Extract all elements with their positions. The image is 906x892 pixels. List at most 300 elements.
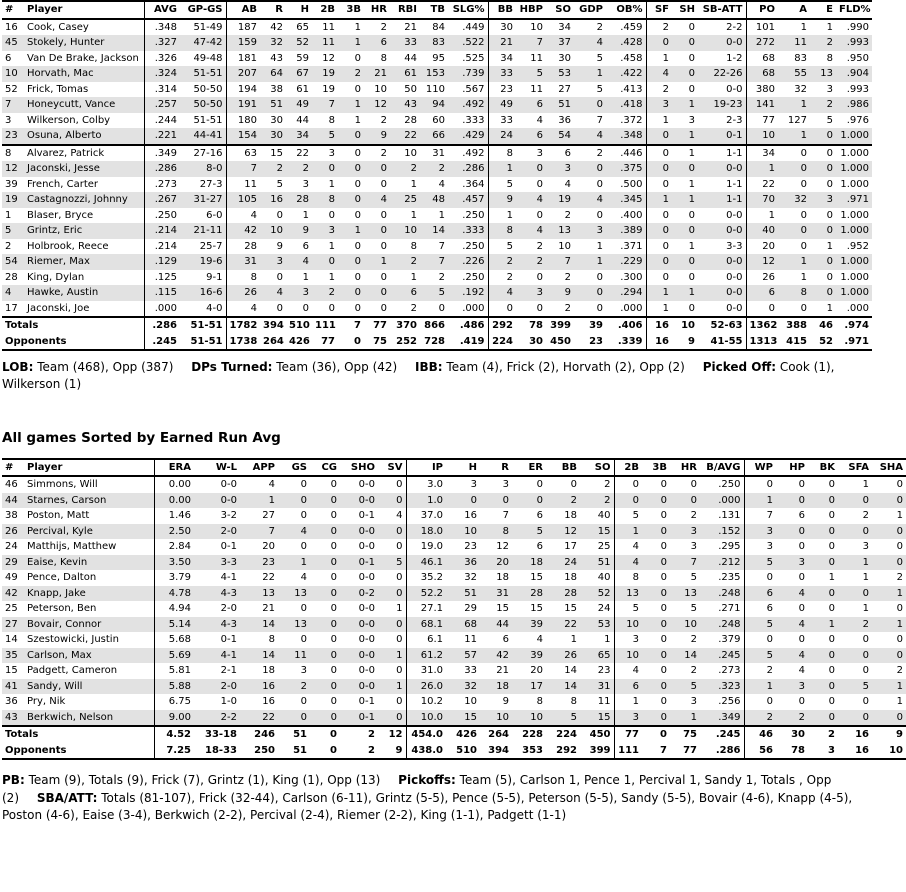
column-header: R <box>480 459 512 477</box>
stat-cell: .314 <box>144 82 180 98</box>
stat-cell: 32 <box>464 572 477 584</box>
stat-cell: 250 <box>254 744 275 756</box>
stat-cell: 0 <box>826 225 833 236</box>
stat-cell: 0 <box>862 696 869 708</box>
column-header: SB-ATT <box>698 1 746 19</box>
stat-cell: 22 <box>262 572 275 584</box>
stat-cell: .250 <box>462 209 485 221</box>
stat-cell: 1.000 <box>836 128 872 145</box>
stat-cell: 2-2 <box>220 711 237 723</box>
table-row <box>2 97 872 113</box>
stat-cell: 0 <box>800 240 807 252</box>
stat-cell: .389 <box>620 225 643 236</box>
stat-cell: 3 <box>744 539 776 555</box>
stat-cell: 9 <box>872 726 906 743</box>
table-row <box>2 254 872 270</box>
stat-cell: 68.1 <box>406 617 446 633</box>
stat-cell: 0-1 <box>358 711 375 723</box>
stat-cell: 10 <box>530 21 543 33</box>
stat-cell: 26 <box>564 649 577 661</box>
stat-cell: .125 <box>144 270 180 286</box>
stat-cell: 31.0 <box>406 663 446 679</box>
player-name-cell: Poston, Matt <box>27 510 90 522</box>
summary-row <box>2 726 906 743</box>
stat-cell: 3 <box>826 194 833 205</box>
stat-cell: 16-6 <box>199 287 223 298</box>
stat-cell: 48 <box>432 194 445 205</box>
stat-cell: 0 <box>330 696 337 708</box>
stat-cell: 0-2 <box>358 587 375 599</box>
stat-cell: .250 <box>462 240 485 252</box>
stat-cell: 2 <box>896 572 903 584</box>
stat-cell: 27-3 <box>199 178 223 190</box>
stat-cell: 2 <box>328 287 335 298</box>
stat-cell: 5 <box>614 601 642 617</box>
stat-cell: 1 <box>570 634 577 646</box>
stat-cell: 7.25 <box>154 743 194 760</box>
stat-cell: 68 <box>746 66 778 82</box>
stat-cell: 0 <box>800 225 807 236</box>
stat-cell: .294 <box>620 287 643 298</box>
stat-cell: 438.0 <box>406 743 446 760</box>
stat-cell: 17 <box>564 541 577 553</box>
stat-cell: .986 <box>846 99 869 110</box>
stat-cell: 1 <box>744 679 776 695</box>
stat-cell: 0 <box>396 665 403 677</box>
stat-cell: .327 <box>144 35 180 51</box>
stat-cell: 1 <box>688 147 695 159</box>
stat-cell: .115 <box>144 285 180 301</box>
stat-cell: .486 <box>448 317 488 334</box>
stat-cell: 8-0 <box>206 163 223 174</box>
stat-cell: 4 <box>226 208 260 224</box>
stat-cell: 1 <box>396 680 403 692</box>
column-header: E <box>810 1 836 19</box>
stat-cell: 0.00 <box>154 476 194 493</box>
stat-cell: 2 <box>536 256 543 267</box>
stat-cell: 61 <box>404 68 417 79</box>
stat-cell: 7 <box>744 508 776 524</box>
table-row <box>2 476 906 493</box>
stat-cell: 1 <box>488 208 516 224</box>
stat-cell: 4 <box>396 510 403 522</box>
stat-cell: 2 <box>536 240 543 252</box>
stat-cell: 105 <box>226 192 260 208</box>
stat-cell: 16 <box>5 21 18 33</box>
stat-cell: 21 <box>488 35 516 51</box>
stat-cell: 3.50 <box>154 555 194 571</box>
stat-cell: 30 <box>558 52 571 64</box>
stat-cell: 1 <box>744 493 776 509</box>
stat-cell: 7 <box>5 99 12 110</box>
stat-cell: 0-0 <box>358 541 375 553</box>
stat-cell: 252 <box>396 335 417 347</box>
stat-cell: 9 <box>276 240 283 252</box>
stat-cell: 2 <box>380 147 387 159</box>
stat-cell: .413 <box>620 83 643 95</box>
stat-cell: 3-2 <box>220 510 237 522</box>
stat-cell: 7 <box>268 525 275 537</box>
stat-cell: 0 <box>828 711 835 723</box>
stat-cell: 8 <box>826 52 833 64</box>
column-header: SLG% <box>448 1 488 19</box>
stat-cell: 1 <box>328 240 335 252</box>
stat-cell: 0 <box>646 239 672 255</box>
column-header: 2B <box>614 459 642 477</box>
stat-cell: 0 <box>328 209 335 221</box>
stat-cell: 11 <box>322 37 335 48</box>
stat-cell: 2 <box>744 710 776 727</box>
stat-cell: 2 <box>826 37 833 48</box>
stat-cell: 30 <box>270 114 283 126</box>
stat-cell: 4 <box>536 194 543 205</box>
stat-cell: 6 <box>798 510 805 522</box>
stat-cell: 25 <box>404 194 417 205</box>
stat-cell: 22 <box>296 147 309 159</box>
stat-cell: 0 <box>354 240 361 252</box>
stat-cell: 0 <box>660 711 667 723</box>
stat-cell: 1 <box>828 618 835 630</box>
stat-cell: 0 <box>396 479 403 491</box>
stat-cell: 17 <box>5 302 18 314</box>
stat-cell: 5 <box>536 68 543 79</box>
stat-cell: 3 <box>862 541 869 553</box>
stat-cell: 42 <box>496 649 509 661</box>
stat-cell: 1 <box>826 240 833 252</box>
stat-cell: 4-1 <box>220 572 237 584</box>
stat-cell: 426 <box>446 726 480 743</box>
stat-cell: 3 <box>328 147 335 159</box>
stat-cell: 9 <box>688 335 695 347</box>
stat-cell: 13 <box>684 587 697 599</box>
stat-cell: 67 <box>296 68 309 79</box>
stat-cell: 46 <box>810 317 836 334</box>
player-name-cell: Percival, Kyle <box>27 525 93 537</box>
stat-cell: 0 <box>828 541 835 553</box>
stat-cell: 41-55 <box>710 335 743 347</box>
stat-cell: 2-0 <box>220 680 237 692</box>
stat-cell: 292 <box>488 317 516 334</box>
stat-cell: 10 <box>464 525 477 537</box>
stat-cell: 66 <box>420 128 448 145</box>
stat-cell: .221 <box>144 128 180 145</box>
stat-cell: 0 <box>744 476 776 493</box>
stat-cell: 1 <box>778 128 810 145</box>
stat-cell: 3 <box>328 225 335 236</box>
stat-cell: 6 <box>380 37 387 48</box>
stat-cell: 191 <box>226 97 260 113</box>
stat-cell: 22 <box>262 711 275 723</box>
stat-cell: 0 <box>642 726 670 743</box>
stat-cell: 224 <box>546 726 580 743</box>
stat-cell: 49 <box>488 97 516 113</box>
stat-cell: 52.2 <box>406 586 446 602</box>
stat-cell: 10 <box>464 696 477 708</box>
stat-cell: 2 <box>826 99 833 110</box>
stat-cell: 0 <box>660 525 667 537</box>
stat-cell: 51-51 <box>193 114 223 126</box>
stat-cell: 1.000 <box>840 225 869 236</box>
stat-cell: 51-51 <box>193 68 223 79</box>
stat-cell: 2 <box>862 510 869 522</box>
stat-cell: 68 <box>464 618 477 630</box>
pitching-notes <box>2 772 864 824</box>
stat-cell: 25 <box>597 541 611 553</box>
stat-cell: 15 <box>5 665 18 677</box>
stat-cell: 22 <box>746 177 778 193</box>
stat-cell: 1 <box>646 113 672 129</box>
stat-cell: 53 <box>558 68 571 79</box>
stat-cell: 13 <box>294 587 307 599</box>
note-label: DPs Turned: <box>191 360 273 374</box>
stat-cell: .419 <box>459 335 485 347</box>
note-segment: Picked Off: Cook (1), Wilkerson (1) <box>2 360 835 392</box>
player-name-cell: Wilkerson, Colby <box>27 114 111 126</box>
stat-cell: 12 <box>564 525 577 537</box>
stat-cell: .993 <box>846 83 869 95</box>
stat-cell: 1 <box>746 208 778 224</box>
stat-cell: 4 <box>596 37 603 48</box>
stat-cell: 6.1 <box>406 632 446 648</box>
summary-label: Opponents <box>5 744 67 756</box>
stat-cell: 3 <box>596 225 603 236</box>
stat-cell: 10 <box>530 711 543 723</box>
stat-cell: 2 <box>604 479 611 491</box>
stat-cell: 272 <box>746 35 778 51</box>
stat-cell: 1 <box>828 572 835 584</box>
stat-cell: .333 <box>462 114 485 126</box>
stat-cell: 5 <box>276 178 283 190</box>
stat-cell: .245 <box>700 726 744 743</box>
stat-cell: .375 <box>620 163 643 174</box>
stat-cell: 26 <box>5 525 18 537</box>
stat-cell: 0 <box>828 634 835 646</box>
stat-cell: 30 <box>776 726 808 743</box>
table-row <box>2 177 872 193</box>
player-name-cell: Castagnozzi, Johnny <box>27 194 128 205</box>
column-header: WP <box>744 459 776 477</box>
stat-cell: 1 <box>896 680 903 692</box>
column-header: GDP <box>574 1 606 19</box>
stat-cell: 5 <box>596 83 603 95</box>
stat-cell: 1 <box>688 287 695 298</box>
stat-cell: .257 <box>144 97 180 113</box>
stat-cell: 6 <box>746 285 778 301</box>
stat-cell: 8 <box>800 287 807 298</box>
stat-cell: 2 <box>410 163 417 174</box>
stat-cell: 19-23 <box>713 99 743 110</box>
stat-cell: 39 <box>530 649 543 661</box>
stat-cell: 415 <box>786 335 807 347</box>
stat-cell: 0 <box>380 209 387 221</box>
batting-table <box>2 0 872 351</box>
stat-cell: 30 <box>529 335 543 347</box>
stat-cell: 4 <box>614 555 642 571</box>
stat-cell: 3 <box>646 97 672 113</box>
stat-cell: 0 <box>646 145 672 162</box>
stat-cell: 13 <box>820 68 833 79</box>
player-name-cell: Holbrook, Reece <box>27 240 109 252</box>
stat-cell: 1 <box>328 178 335 190</box>
stat-cell: 5 <box>744 555 776 571</box>
column-header: ER <box>512 459 546 477</box>
stat-cell: 63 <box>226 145 260 162</box>
stat-cell: .406 <box>606 317 646 334</box>
stat-cell: .300 <box>620 271 643 283</box>
stat-cell: 7 <box>502 510 509 522</box>
stat-cell: 0 <box>596 163 603 174</box>
stat-cell: 1 <box>5 209 12 221</box>
stat-cell: 0 <box>800 178 807 190</box>
stat-cell: 61 <box>296 83 309 95</box>
stat-cell: .000 <box>462 302 485 314</box>
table-row <box>2 223 872 239</box>
stat-cell: .286 <box>462 163 485 174</box>
stat-cell: 1 <box>354 114 361 126</box>
stat-cell: 0-0 <box>220 479 237 491</box>
stat-cell: .400 <box>620 209 643 221</box>
stat-cell: 1.000 <box>840 271 869 283</box>
stat-cell: 6 <box>302 240 309 252</box>
stat-cell: 13 <box>614 586 642 602</box>
table-row <box>2 524 906 540</box>
pitching-table <box>2 458 906 761</box>
stat-cell: 0 <box>828 649 835 661</box>
player-name-cell: Berkwich, Nelson <box>27 711 114 723</box>
stat-cell: 0-0 <box>358 634 375 646</box>
stat-cell: 1 <box>896 510 903 522</box>
column-header: PO <box>746 1 778 19</box>
stat-cell: 0 <box>646 270 672 286</box>
stat-cell: 0 <box>828 510 835 522</box>
stat-cell: 0-0 <box>358 525 375 537</box>
stat-cell: 52 <box>597 587 611 599</box>
player-name-cell: Honeycutt, Vance <box>27 99 116 110</box>
stat-cell: 0-0 <box>358 479 375 491</box>
stat-cell: 0-1 <box>220 541 237 553</box>
stat-cell: 0 <box>300 696 307 708</box>
stat-cell: .267 <box>144 192 180 208</box>
player-name-cell: Padgett, Cameron <box>27 665 118 677</box>
stat-cell: 0-0 <box>726 163 743 174</box>
stat-cell: 35 <box>5 649 18 661</box>
stat-cell: 111 <box>312 317 338 334</box>
stat-cell: 0 <box>470 494 477 506</box>
column-header: 3B <box>642 459 670 477</box>
table-row <box>2 586 906 602</box>
stat-cell: 2.84 <box>154 539 194 555</box>
stat-cell: 0 <box>646 161 672 177</box>
stat-cell: 5.14 <box>154 617 194 633</box>
stat-cell: .245 <box>718 649 741 661</box>
stat-cell: 0 <box>330 587 337 599</box>
stat-cell: 0 <box>354 178 361 190</box>
stat-cell: 29 <box>5 556 18 568</box>
stat-cell: 0 <box>862 587 869 599</box>
summary-label: Totals <box>2 317 144 334</box>
stat-cell: 14 <box>262 618 275 630</box>
stat-cell: 1 <box>596 240 603 252</box>
stat-cell: 5 <box>312 128 338 145</box>
stat-cell: 77 <box>321 335 335 347</box>
stat-cell: 5 <box>488 239 516 255</box>
stat-cell: 0 <box>828 556 835 568</box>
player-name-cell: Alvarez, Patrick <box>27 147 105 159</box>
stat-cell: 0 <box>744 570 776 586</box>
stat-cell: 8 <box>488 145 516 162</box>
stat-cell: .326 <box>144 51 180 67</box>
stat-cell: 4 <box>646 66 672 82</box>
stat-cell: 27-16 <box>193 147 223 159</box>
stat-cell: 28 <box>5 271 18 283</box>
player-name-cell: King, Dylan <box>27 271 85 283</box>
table-row <box>2 539 906 555</box>
column-header: SV <box>378 459 406 477</box>
stat-cell: 0 <box>798 696 805 708</box>
stat-cell: 1 <box>688 240 695 252</box>
stat-cell: 32 <box>464 680 477 692</box>
stat-cell: 0 <box>300 603 307 615</box>
player-name-cell: Knapp, Jake <box>27 587 86 599</box>
stat-cell: 6 <box>744 586 776 602</box>
stat-cell: 0-0 <box>726 209 743 221</box>
stat-cell: 0 <box>438 302 445 314</box>
stat-cell: 11 <box>530 52 543 64</box>
stat-cell: 9 <box>502 696 509 708</box>
stat-cell: 0 <box>798 572 805 584</box>
stat-cell: 22-26 <box>713 68 743 79</box>
column-header: HBP <box>516 1 546 19</box>
stat-cell: .286 <box>715 744 741 756</box>
stat-cell: 42 <box>226 223 260 239</box>
stat-cell: .226 <box>462 256 485 267</box>
note-label: Picked Off: <box>702 360 777 374</box>
stat-cell: 5 <box>690 572 697 584</box>
stat-cell: 2 <box>380 21 387 33</box>
note-label: Pickoffs: <box>398 773 456 788</box>
stat-cell: 2 <box>410 302 417 314</box>
table-row <box>2 601 906 617</box>
column-header: APP <box>240 459 278 477</box>
note-label: IBB: <box>415 360 443 374</box>
stat-cell: .379 <box>718 634 741 646</box>
stat-cell: 10 <box>672 317 698 334</box>
stat-cell: 4 <box>798 618 805 630</box>
stat-cell: 1-0 <box>220 696 237 708</box>
stat-cell: 4.78 <box>154 586 194 602</box>
stat-cell: 1 <box>410 209 417 221</box>
stat-cell: 54 <box>5 256 18 267</box>
header-row <box>2 459 906 477</box>
stat-cell: .000 <box>620 302 643 314</box>
stat-cell: 394 <box>260 317 286 334</box>
stat-cell: 3 <box>276 256 283 267</box>
stat-cell: .522 <box>462 37 485 48</box>
stat-cell: 25 <box>5 603 18 615</box>
stat-cell: 3 <box>828 744 835 756</box>
stat-cell: 1 <box>410 178 417 190</box>
stat-cell: 4 <box>380 194 387 205</box>
table-row <box>2 285 872 301</box>
stat-cell: 5 <box>744 648 776 664</box>
table-row <box>2 493 906 509</box>
stat-cell: .229 <box>620 256 643 267</box>
table-row <box>2 51 872 67</box>
stat-cell: 5 <box>488 177 516 193</box>
stat-cell: 33 <box>488 113 516 129</box>
stat-cell: .256 <box>718 696 741 708</box>
stat-cell: .345 <box>620 194 643 205</box>
